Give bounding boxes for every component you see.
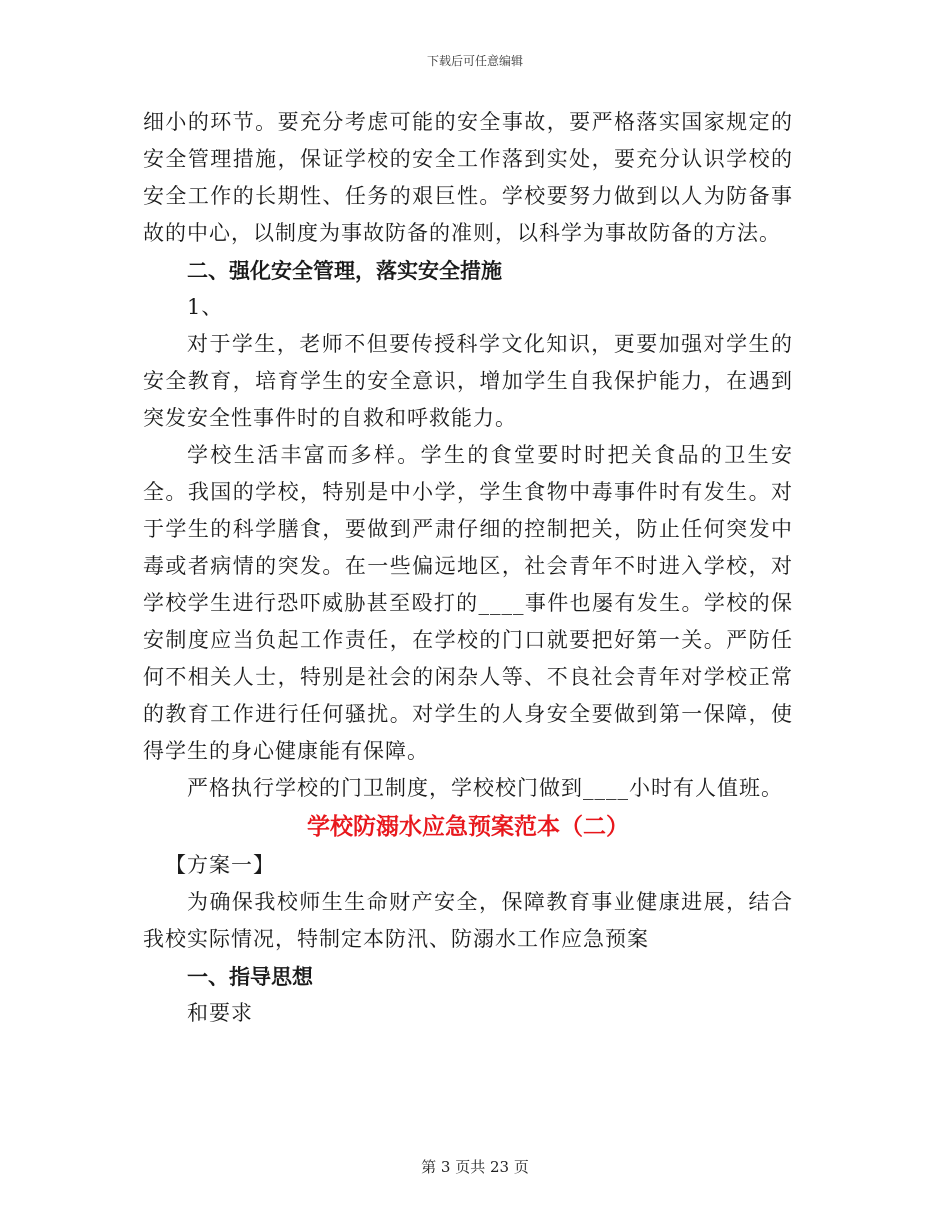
paragraph-gate-duty: 严格执行学校的门卫制度，学校校门做到____小时有人值班。 [187,776,783,800]
heading-strengthen-safety: 二、强化安全管理，落实安全措施 [187,258,502,283]
document-body [143,104,793,1032]
paragraph-requirements: 和要求 [187,1001,253,1025]
section-title: 学校防溺水应急预案范本（二） [307,813,629,840]
list-item-number: 1、 [187,295,224,319]
paragraph-student-education: 对于学生，老师不但要传授科学文化知识，更要加强对学生的安全教育，培育学生的安全意识，增加学生自我保护能力，在遇到突发安全性事件时的自救和呼救能力。 [143,332,793,430]
plan-label: 【方案一】 [165,853,275,877]
heading-guiding-thought: 一、指导思想 [187,964,313,989]
paragraph-safety-details: 细小的环节。要充分考虑可能的安全事故，要严格落实国家规定的安全管理措施，保证学校的安全工作落到实处，要充分认识学校的安全工作的长期性、任务的艰巨性。学校要努力做到以人为防备事故的中心，以制度为事故防备的准则，以科学为事故防备的方法。 [143,110,793,245]
page-header: 下载后可任意编辑 [426,54,523,68]
paragraph-school-life: 学校生活丰富而多样。学生的食堂要时时把关食品的卫生安全。我国的学校，特别是中小学，学生食物中毒事件时有发生。对于学生的科学膳食，要做到严肃仔细的控制把关，防止任何突发中毒或者病情的突发。在一些偏远地区，社会青年不时进入学校，对学校学生进行恐吓威胁甚至殴打的____事件也屡有发生。学校的保安制度应当负起工作责任，在学校的门口就要把好第一关。严防任何不相关人士，特别是社会的闲杂人等、不良社会青年对学校正常的教育工作进行任何骚扰。对学生的人身安全要做到第一保障，使得学生的身心健康能有保障。 [143,443,793,763]
page-number: 第 3 页共 23 页 [421,1158,529,1176]
paragraph-plan-purpose: 为确保我校师生生命财产安全，保障教育事业健康进展，结合我校实际情况，特制定本防汛、防溺水工作应急预案 [143,890,793,951]
